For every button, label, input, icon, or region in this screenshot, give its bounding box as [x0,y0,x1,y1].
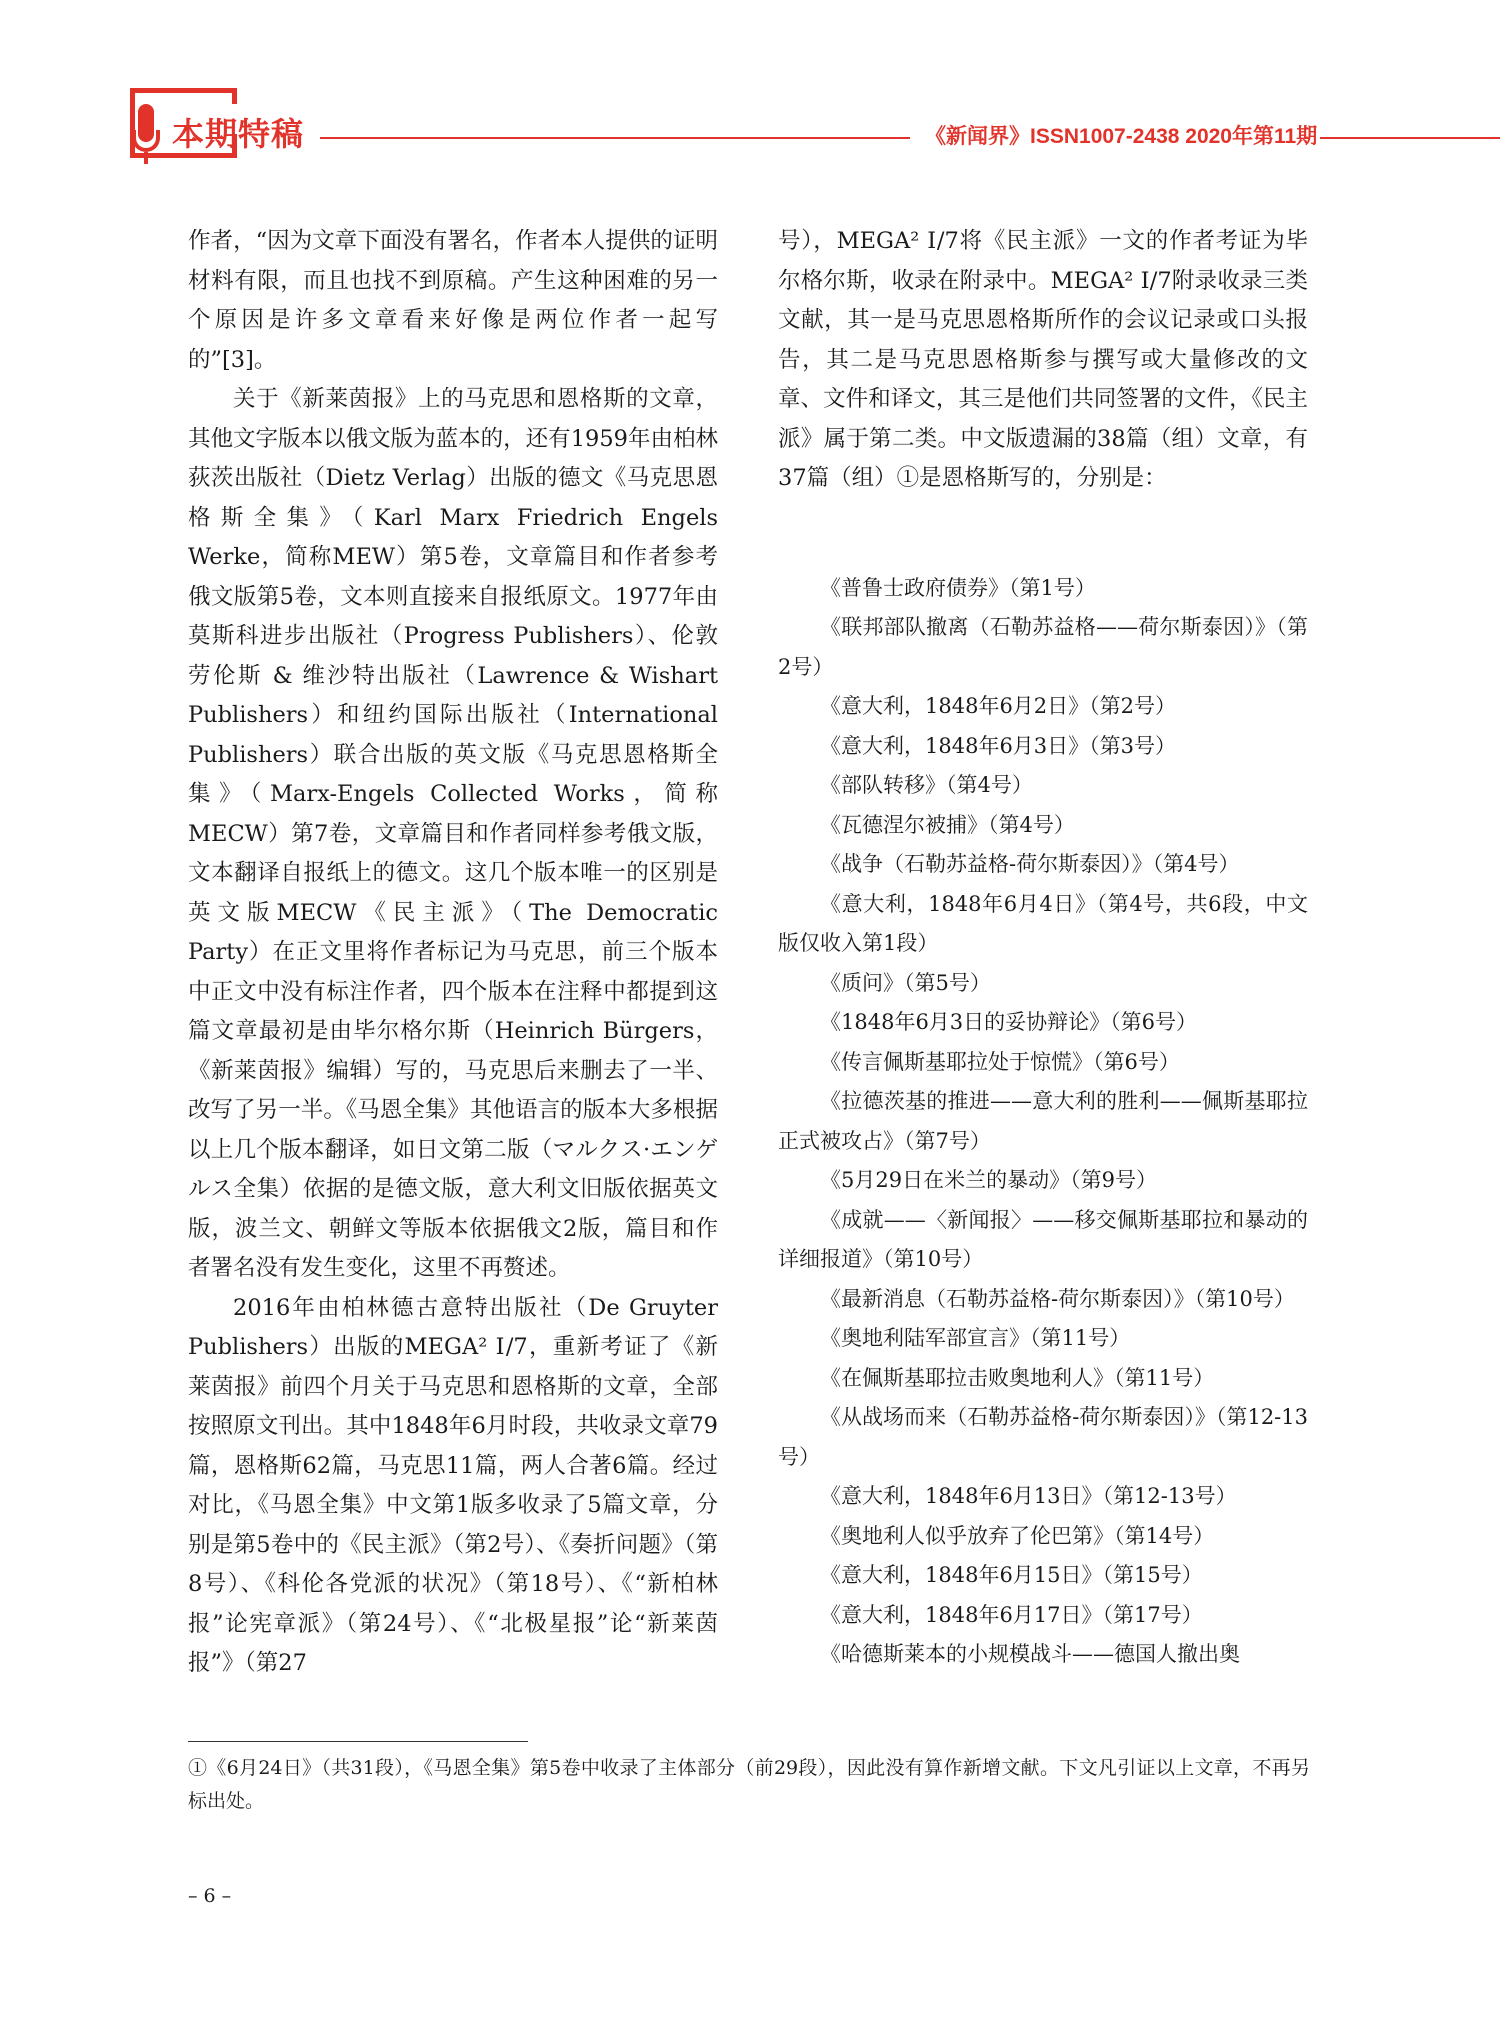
paragraph: 号），MEGA² Ⅰ/7将《民主派》一文的作者考证为毕尔格尔斯，收录在附录中。MEGA² Ⅰ/7附录收录三类文献，其一是马克思恩格斯所作的会议记录或口头报告，其二是马克思恩格斯参与撰写或大量修改的文章、文件和译文，其三是他们共同签署的文件，《民主派》属于第二类。中文版遗漏的38篇（组）文章，有37篇（组）①是恩格斯写的，分别是： [778,228,1308,491]
list-item: 《意大利，1848年6月13日》（第12-13号） [820,1484,1237,1508]
list-item: 《部队转移》（第4号） [820,773,1033,797]
list-item: 《瓦德涅尔被捕》（第4号） [820,812,1075,837]
list-item: 《5月29日在米兰的暴动》（第9号） [820,1168,1157,1192]
list-item: 《拉德茨基的推进——意大利的胜利——佩斯基耶拉正式被攻占》（第7号） [778,1089,1308,1153]
list-item: 《奥地利人似乎放弃了伦巴第》（第14号） [820,1523,1215,1548]
list-item: 《最新消息（石勒苏益格-荷尔斯泰因）》（第10号） [820,1286,1295,1311]
paragraph: 关于《新莱茵报》上的马克思和恩格斯的文章，其他文字版本以俄文版为蓝本的，还有1959年由柏林荻茨出版社（Dietz Verlag）出版的德文《马克思恩格斯全集》（Karl Marx Friedrich Engels Werke，简称MEW）第5卷，文章篇目和作者参考俄文版第5卷，文本则直接来自报纸原文。1977年由莫斯科进步出版社（Progress Publishers）、伦敦劳伦斯 & 维沙特出版社（Lawrence & Wishart Publishers）和纽约国际出版社（International Publishers）联合出版的英文版《马克思恩格斯全集》（Marx-Engels Collected Works，简称MECW）第7卷，文章篇目和作者同样参考俄文版，文本翻译自报纸上的德文。这几个版本唯一的区别是英文版MECW《民主派》（The Democratic Party）在正文里将作者标记为马克思，前三个版本中正文中没有标注作者，四个版本在注释中都提到这篇文章最初是由毕尔格尔斯（Heinrich Bürgers，《新莱茵报》编辑）写的，马克思后来删去了一半、改写了另一半。《马恩全集》其他语言的版本大多根据以上几个版本翻译，如日文第二版（マルクス·エンゲルス全集）依据的是德文版，意大利文旧版依据英文版，波兰文、朝鲜文等版本依据俄文2版，篇目和作者署名没有发生变化，这里不再赘述。 [188,386,718,1281]
microphone-stem-icon [144,152,148,164]
footnote-divider [188,1741,528,1742]
list-item: 《意大利，1848年6月15日》（第15号） [820,1563,1203,1587]
list-item: 《意大利，1848年6月4日》（第4号，共6段，中文版仅收入第1段） [778,891,1308,955]
list-item: 《成就——〈新闻报〉——移交佩斯基耶拉和暴动的详细报道》（第10号） [778,1207,1308,1271]
list-item: 《联邦部队撤离（石勒苏益格——荷尔斯泰因）》（第2号） [778,615,1308,679]
list-item: 《在佩斯基耶拉击败奥地利人》（第11号） [820,1365,1215,1390]
page-header [0,0,1500,200]
list-item: 《普鲁士政府债券》（第1号） [820,575,1096,600]
header-rule-right [1320,137,1500,139]
list-item: 《战争（石勒苏益格-荷尔斯泰因）》（第4号） [820,852,1240,876]
right-column [778,222,1308,1675]
paragraph: 2016年由柏林德古意特出版社（De Gruyter Publishers）出版的MEGA² Ⅰ/7，重新考证了《新莱茵报》前四个月关于马克思和恩格斯的文章，全部按照原文刊出。其中1848年6月时段，共收录文章79篇，恩格斯62篇，马克思11篇，两人合著6篇。经过对比，《马恩全集》中文第1版多收录了5篇文章，分别是第5卷中的《民主派》（第2号）、《奏折问题》（第8号）、《科伦各党派的状况》（第18号）、《“新柏林报”论宪章派》（第24号）、《“北极星报”论“新莱茵报”》（第27 [188,1294,718,1676]
page-number: – 6 – [188,1885,232,1907]
list-item: 《意大利，1848年6月3日》（第3号） [820,733,1177,758]
journal-info: 《新闻界》ISSN1007-2438 2020年第11期 [925,125,1318,148]
footnote: ①《6月24日》（共31段），《马恩全集》第5卷中收录了主体部分（前29段），因此没有算作新增文献。下文凡引证以上文章，不再另标出处。 [188,1757,1310,1812]
list-item: 《意大利，1848年6月2日》（第2号） [820,694,1177,718]
spacer [778,499,1308,569]
list-item: 《传言佩斯基耶拉处于惊慌》（第6号） [820,1049,1180,1074]
list-item: 《奥地利陆军部宣言》（第11号） [820,1326,1131,1350]
list-item: 《1848年6月3日的妥协辩论》（第6号） [820,1010,1198,1034]
list-item: 《从战场而来（石勒苏益格-荷尔斯泰因）》（第12-13号） [778,1405,1308,1469]
list-item: 《哈德斯莱本的小规模战斗——德国人撤出奥 [820,1642,1240,1666]
left-column [188,222,718,1684]
paragraph: 作者，“因为文章下面没有署名，作者本人提供的证明材料有限，而且也找不到原稿。产生这种困难的另一个原因是许多文章看来好像是两位作者一起写的”[3]。 [188,228,718,373]
list-item: 《质问》（第5号） [820,970,991,995]
header-rule-left [320,137,910,139]
article-list [778,569,1308,1675]
section-title: 本期特稿 [172,115,305,153]
logo-frame-right-top [232,88,237,104]
list-item: 《意大利，1848年6月17日》（第17号） [820,1602,1203,1627]
